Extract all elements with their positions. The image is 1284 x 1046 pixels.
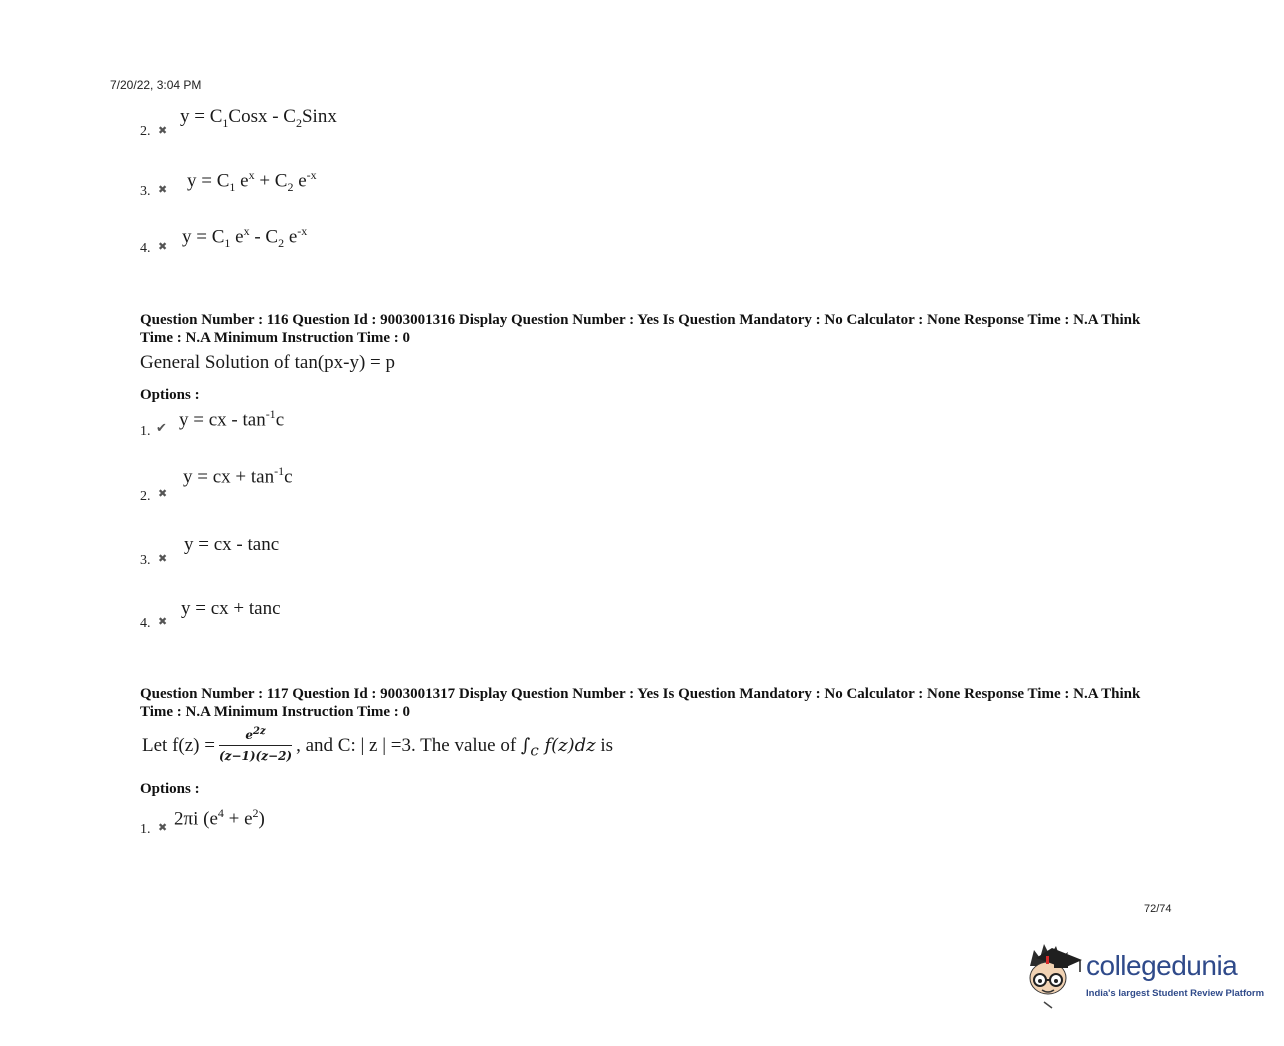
option-number: 4. [140,241,151,256]
cross-icon: ✖ [158,124,168,137]
question-text: Let f(z) = $\frac{e^{2z}}{(z-1)(z-2)}$ , and C: | z | =3. The value of $\int_c$ f(z)dz is [142,726,614,763]
option-text: $y = C_1$ $e^x - C_2$ $e^{-x}$ [182,224,308,251]
question-mid: and C: | z | =3. The value of [305,734,517,756]
question-prefix: Let f(z) = [142,734,215,756]
option-text: y = cx - tanc [184,534,280,555]
question-suffix: is [600,734,614,756]
option-text: $y = C_1Cosx$ - $C_2Sinx$ [180,106,337,130]
option-text: y = cx - $\tan^{-1}c$ [179,407,285,431]
print-timestamp: 7/20/22, 3:04 PM [110,78,202,92]
fraction-denominator: (z−1)(z−2) [218,749,293,763]
option-number: 2. [140,124,151,139]
page-number: 72/74 [1144,903,1172,915]
brand-tagline: India's largest Student Review Platform [1086,988,1265,999]
option-number: 1. [140,822,151,837]
option-text: y = cx + tanc [181,598,281,619]
mascot-icon [1024,940,1086,1010]
cross-icon: ✖ [158,821,168,834]
cross-icon: ✖ [158,487,168,500]
collegedunia-logo [1024,940,1264,1010]
question-text: General Solution of tan(px-y) = p [140,352,396,373]
fraction [219,726,292,763]
cross-icon: ✖ [158,615,168,628]
option-number: 3. [140,184,151,199]
options-label: Options : [140,781,200,797]
question-meta: Question Number : 117 Question Id : 9003001317 Display Question Number : Yes Is Question Mandatory : No Calculator : None Response Time : N.A Think Time : N.A Minimum Instruction Time : 0 [140,686,1141,720]
fraction-numerator: $e^{2z}$ [219,726,292,746]
cross-icon: ✖ [158,552,168,565]
cross-icon: ✖ [158,240,168,253]
option-number: 3. [140,553,151,568]
option-text: y = cx + $\tan^{-1}c$ [183,464,293,488]
integral-expression: $\int_c$ f(z)dz [520,734,596,760]
option-number: 4. [140,616,151,631]
option-number: 2. [140,489,151,504]
options-label: Options : [140,387,200,403]
check-icon: ✔ [156,421,167,436]
option-text: $y = C_1$ $e^x + C_2$ $e^{-x}$ [187,168,317,195]
option-text: 2πi $(e^4 + e^2)$ [174,806,265,830]
brand-name: collegedunia [1086,950,1238,981]
cross-icon: ✖ [158,183,168,196]
option-number: 1. [140,424,151,439]
question-meta: Question Number : 116 Question Id : 9003001316 Display Question Number : Yes Is Question Mandatory : No Calculator : None Response Time : N.A Think Time : N.A Minimum Instruction Time : 0 [140,312,1141,346]
